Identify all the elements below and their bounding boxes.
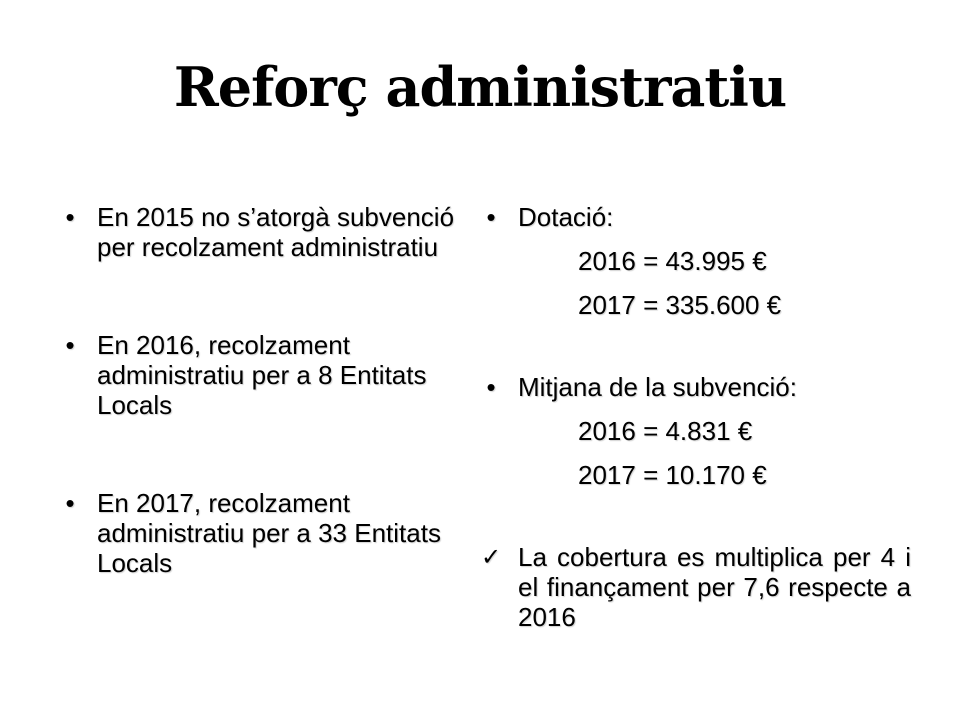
bullet-dot-icon: • — [65, 202, 75, 232]
mitjana-label: Mitjana de la subvenció: — [518, 372, 797, 402]
bullet-item-conclusion — [481, 542, 911, 632]
bullet-item-mitjana — [481, 372, 911, 402]
right-column — [481, 202, 911, 632]
bullet-text: En 2015 no s’atorgà subvenció per recolzament administratiu — [97, 202, 455, 262]
bullet-item — [60, 330, 480, 420]
bullet-dot-icon: • — [65, 330, 75, 360]
mitjana-value-2016: 2016 = 4.831 € — [578, 416, 753, 446]
slide-title: Reforç administratiu — [173, 55, 787, 119]
bullet-dot-icon: • — [65, 488, 75, 518]
conclusion-text: La cobertura es multiplica per 4 i el finançament per 7,6 respecte a 2016 — [518, 542, 911, 632]
bullet-dot-icon: • — [486, 202, 496, 232]
bullet-item-dotacio — [481, 202, 911, 232]
checkmark-icon: ✓ — [481, 543, 502, 571]
bullet-item — [60, 488, 480, 578]
bullet-dot-icon: • — [486, 372, 496, 402]
dotacio-value-2016: 2016 = 43.995 € — [578, 246, 767, 276]
dotacio-label: Dotació: — [518, 202, 614, 232]
bullet-text: En 2016, recolzament administratiu per a 8 Entitats Locals — [97, 330, 427, 420]
bullet-text: En 2017, recolzament administratiu per a 33 Entitats Locals — [97, 488, 441, 578]
mitjana-value-2017: 2017 = 10.170 € — [578, 460, 767, 490]
left-column — [60, 202, 480, 578]
dotacio-value-2017: 2017 = 335.600 € — [578, 290, 782, 320]
bullet-item — [60, 202, 480, 262]
